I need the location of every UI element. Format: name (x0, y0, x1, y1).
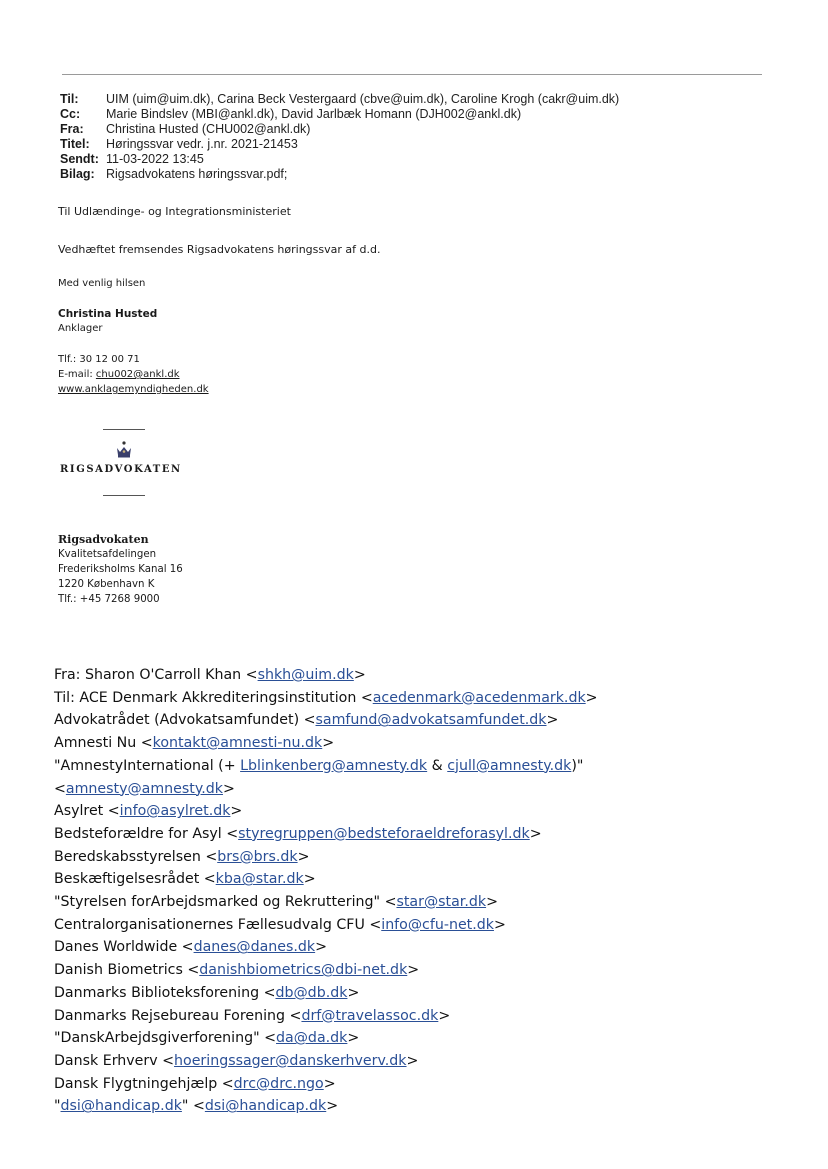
list-item: Danmarks Rejsebureau Forening <drf@travelassoc.dk> (54, 1007, 451, 1024)
email-link[interactable]: styregruppen@bedsteforaeldreforasyl.dk (238, 825, 530, 842)
email-link[interactable]: kba@star.dk (215, 871, 304, 888)
email-link[interactable]: brs@brs.dk (217, 848, 298, 865)
email-link[interactable]: db@db.dk (275, 984, 348, 1001)
logo-top-line (103, 429, 145, 430)
email-link[interactable]: info@asylret.dk (119, 803, 231, 820)
list-item: Dansk Erhverv <hoeringssager@danskerhverv.dk> (54, 1052, 419, 1069)
attachment-label: Bilag: (60, 167, 95, 181)
list-item: Bedsteforældre for Asyl <styregruppen@bedsteforaeldreforasyl.dk> (54, 825, 542, 842)
list-item: "DanskArbejdsgiverforening" <da@da.dk> (54, 1030, 360, 1047)
sender-name: Christina Husted (58, 308, 158, 320)
email-link[interactable]: star@star.dk (396, 894, 487, 911)
sender-title: Anklager (58, 323, 103, 334)
email-link[interactable]: kontakt@amnesti-nu.dk (152, 735, 323, 752)
address-street: Frederiksholms Kanal 16 (58, 564, 183, 575)
list-item: Fra: Sharon O'Carroll Khan <shkh@uim.dk> (54, 667, 366, 683)
list-item: "Styrelsen forArbejdsmarked og Rekruttering" <star@star.dk> (54, 894, 498, 911)
list-item: Danes Worldwide <danes@danes.dk> (54, 939, 328, 956)
address-city: 1220 København K (58, 579, 155, 590)
email-link[interactable]: drc@drc.ngo (233, 1075, 324, 1092)
recipient-list (54, 664, 598, 1118)
closing: Med venlig hilsen (58, 278, 146, 289)
list-item: Asylret <info@asylret.dk> (54, 803, 243, 820)
crown-icon (114, 440, 134, 460)
email-link[interactable]: da@da.dk (276, 1030, 348, 1047)
list-item: Dansk Flygtningehjælp <drc@drc.ngo> (54, 1075, 336, 1092)
sender-email-line (58, 368, 180, 382)
address-org: Rigsadvokaten (58, 533, 149, 546)
subject-label: Titel: (60, 137, 90, 151)
rigsadvokaten-logo (60, 426, 190, 500)
sender-phone: Tlf.: 30 12 00 71 (58, 354, 140, 365)
list-item: Amnesti Nu <kontakt@amnesti-nu.dk> (54, 735, 335, 752)
from-value: Christina Husted (CHU002@ankl.dk) (106, 122, 311, 136)
address-dept: Kvalitetsafdelingen (58, 549, 157, 560)
email-link[interactable]: dsi@handicap.dk (204, 1098, 327, 1115)
cc-label: Cc: (60, 107, 81, 121)
logo-wordmark: RIGSADVOKATEN (60, 464, 182, 475)
message: Vedhæftet fremsendes Rigsadvokatens høringssvar af d.d. (58, 243, 381, 256)
from-label: Fra: (60, 122, 84, 136)
email-link[interactable]: amnesty@amnesty.dk (65, 780, 223, 797)
header-divider (62, 74, 762, 75)
list-item: Danmarks Biblioteksforening <db@db.dk> (54, 984, 360, 1001)
subject-value: Høringssvar vedr. j.nr. 2021-21453 (106, 137, 298, 151)
list-item: <amnesty@amnesty.dk> (54, 780, 235, 797)
email-link[interactable]: cjull@amnesty.dk (447, 757, 572, 774)
sent-value: 11-03-2022 13:45 (106, 152, 204, 166)
list-item: Centralorganisationernes Fællesudvalg CFU <info@cfu-net.dk> (54, 916, 506, 933)
sender-email-link[interactable]: chu002@ankl.dk (95, 369, 180, 380)
list-item: "AmnestyInternational (+ Lblinkenberg@amnesty.dk & cjull@amnesty.dk)" (54, 757, 584, 774)
list-item: "dsi@handicap.dk" <dsi@handicap.dk> (54, 1098, 339, 1115)
email-link[interactable]: Lblinkenberg@amnesty.dk (240, 757, 428, 774)
email-header (60, 92, 619, 182)
logo-bottom-line (103, 495, 145, 496)
list-item: Til: ACE Denmark Akkrediteringsinstitution <acedenmark@acedenmark.dk> (54, 689, 598, 706)
list-item: Beskæftigelsesrådet <kba@star.dk> (54, 871, 316, 888)
email-link[interactable]: shkh@uim.dk (257, 667, 354, 683)
address-block (58, 532, 183, 607)
list-item: Advokatrådet (Advokatsamfundet) <samfund@advokatsamfundet.dk> (54, 712, 559, 729)
email-link[interactable]: drf@travelassoc.dk (301, 1007, 439, 1024)
to-value: UIM (uim@uim.dk), Carina Beck Vestergaard (cbve@uim.dk), Caroline Krogh (cakr@uim.dk) (106, 92, 620, 106)
email-link[interactable]: danes@danes.dk (193, 939, 316, 956)
email-link[interactable]: samfund@advokatsamfundet.dk (315, 712, 547, 729)
list-item: Danish Biometrics <danishbiometrics@dbi-net.dk> (54, 962, 420, 979)
address-phone: Tlf.: +45 7268 9000 (58, 594, 160, 605)
email-link[interactable]: dsi@handicap.dk (60, 1098, 182, 1115)
website-link[interactable]: www.anklagemyndigheden.dk (58, 384, 209, 395)
sent-label: Sendt: (60, 152, 99, 166)
greeting: Til Udlændinge- og Integrationsministeriet (58, 205, 291, 218)
email-link[interactable]: acedenmark@acedenmark.dk (372, 689, 586, 706)
attachment-value: Rigsadvokatens høringssvar.pdf; (106, 167, 288, 181)
email-link[interactable]: danishbiometrics@dbi-net.dk (199, 962, 408, 979)
email-label: E-mail: (58, 369, 96, 380)
email-link[interactable]: hoeringssager@danskerhverv.dk (174, 1052, 407, 1069)
to-label: Til: (60, 92, 79, 106)
cc-value: Marie Bindslev (MBI@ankl.dk), David Jarlbæk Homann (DJH002@ankl.dk) (106, 107, 522, 121)
list-item: Beredskabsstyrelsen <brs@brs.dk> (54, 848, 310, 865)
email-link[interactable]: info@cfu-net.dk (381, 916, 494, 933)
